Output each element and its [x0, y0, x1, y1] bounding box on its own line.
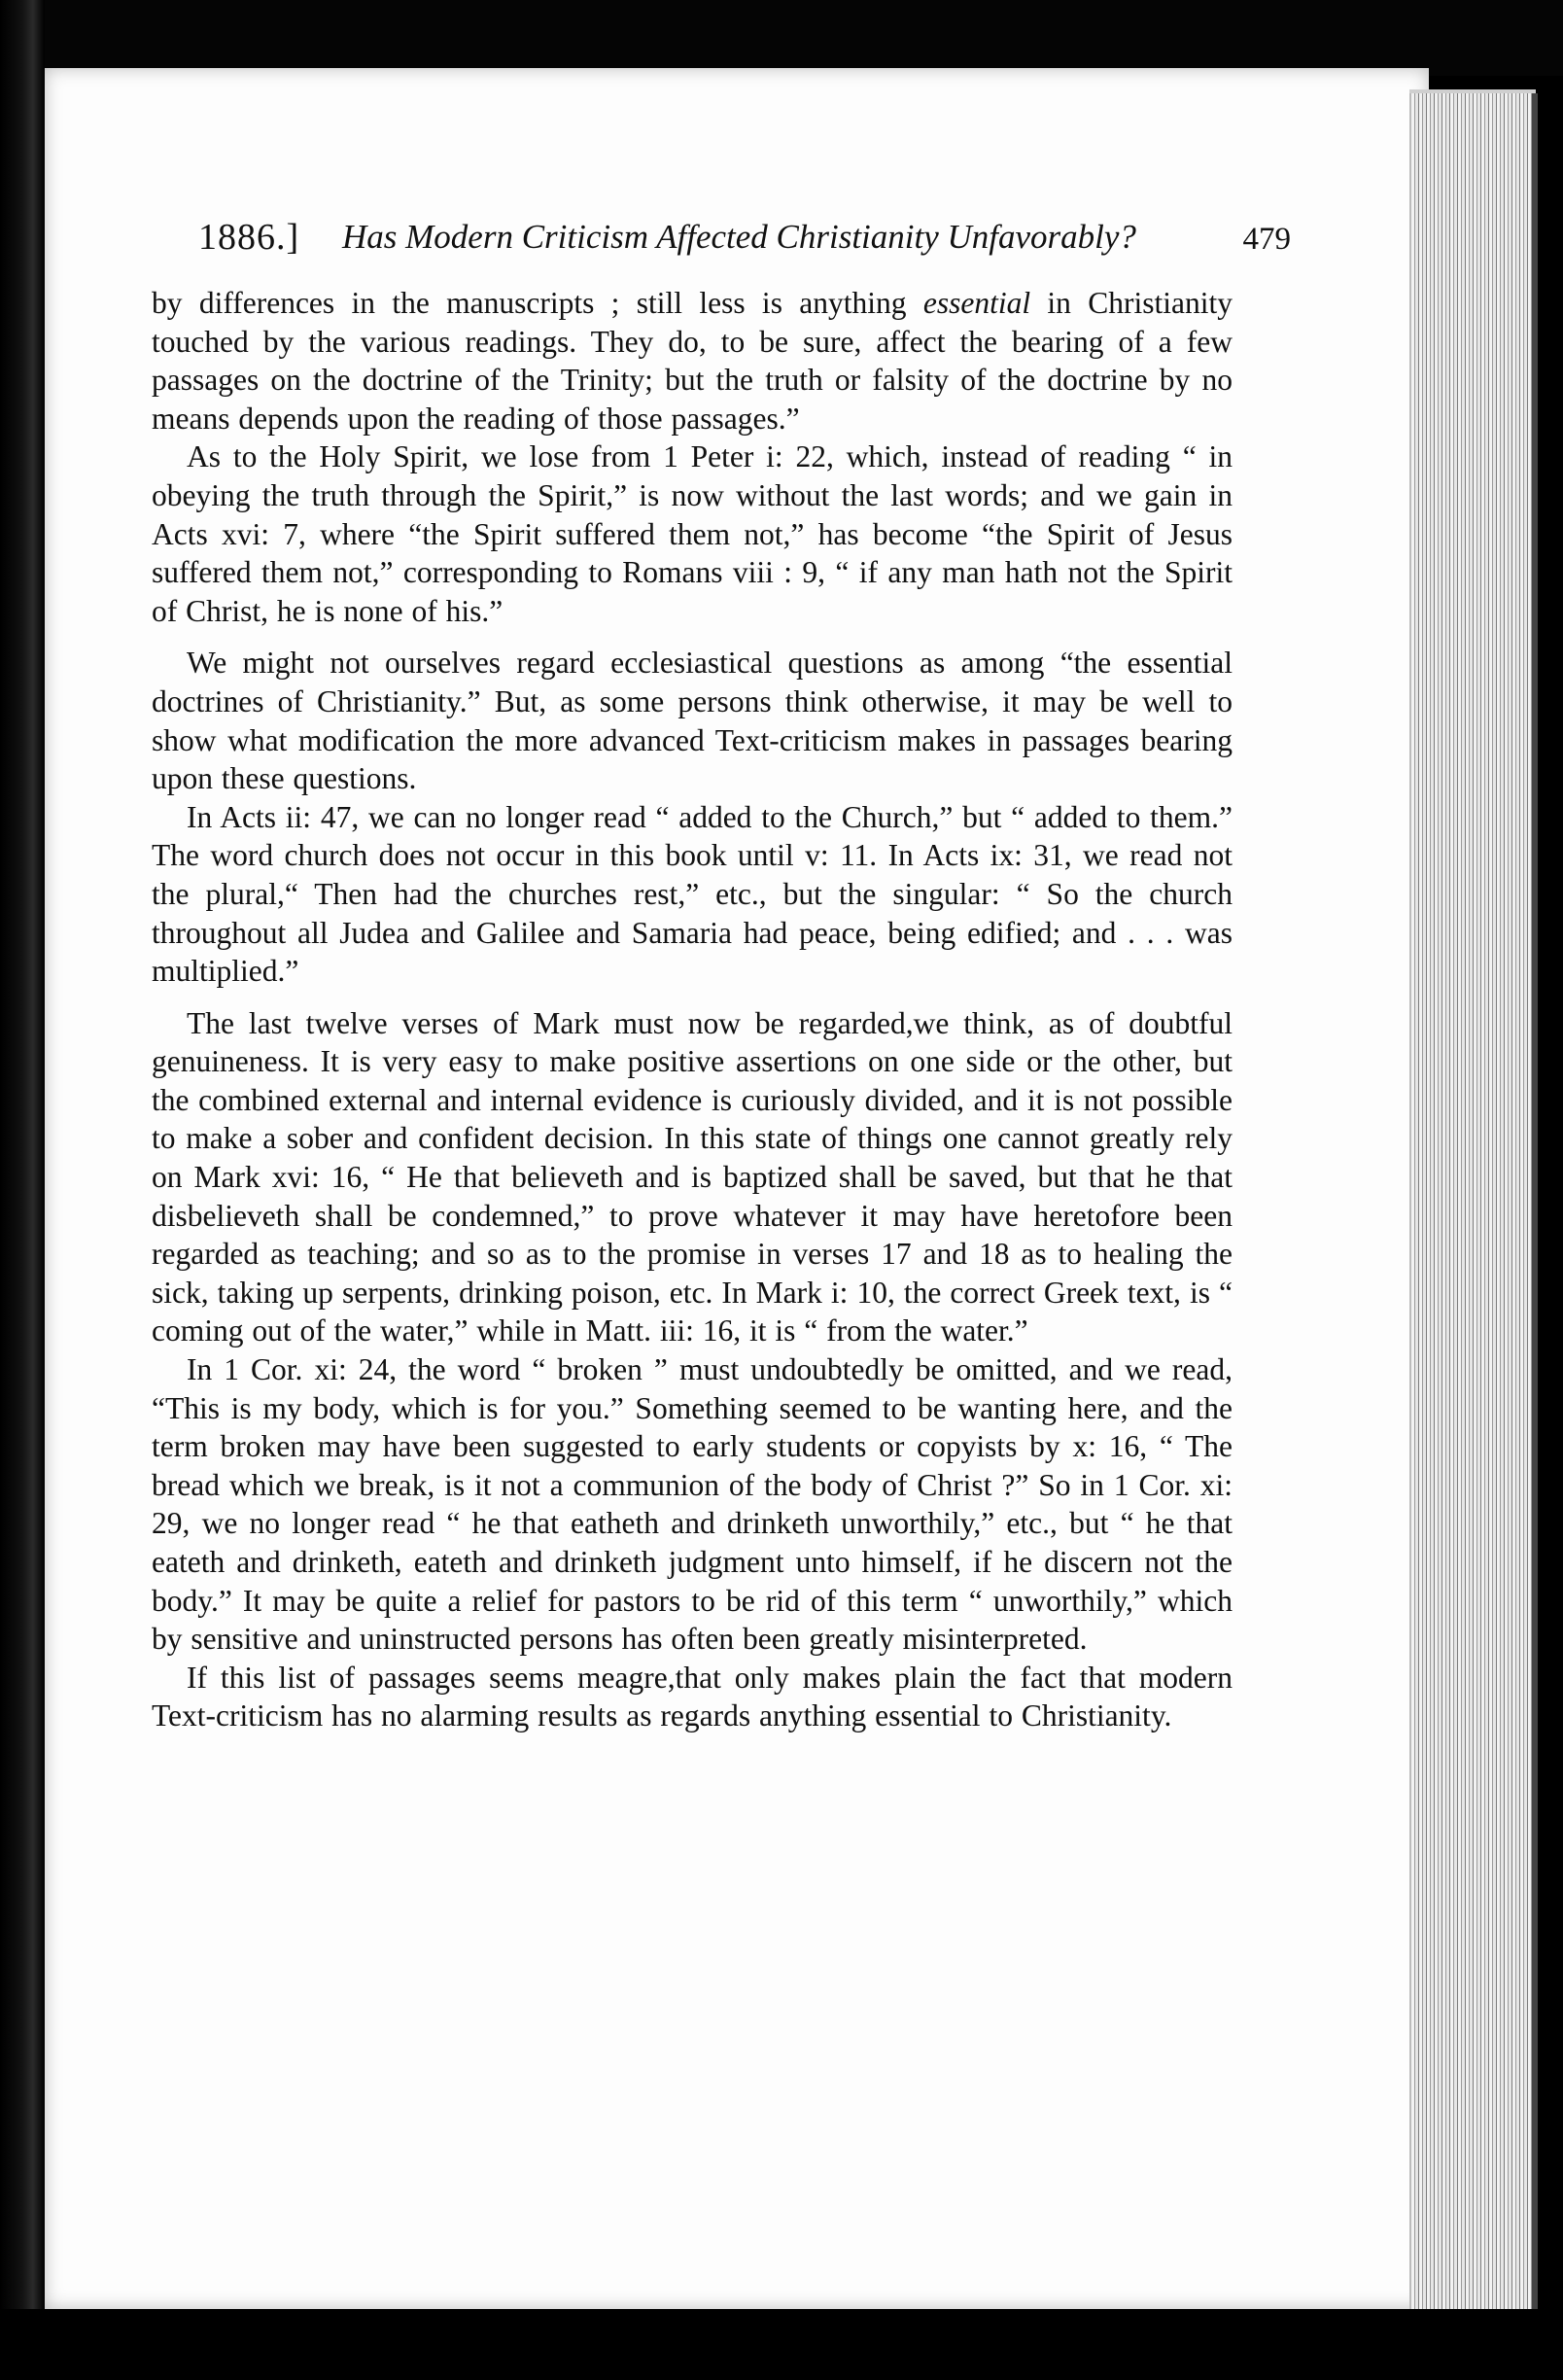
paragraph-1 [152, 284, 1233, 438]
paragraph-1-text-a: by differences in the manuscripts ; still less is anything [152, 286, 923, 320]
page-number: 479 [1242, 222, 1291, 257]
page-stack-edges [1409, 93, 1538, 2310]
paragraph-2: As to the Holy Spirit, we lose from 1 Peter i: 22, which, instead of reading “ in obeying the truth through the Spirit,” is now without the last words; and we gain in Acts xvi: 7, where “the Spirit suffered them not,” has become “the Spirit of Jesus suffered them not,” corresponding to Romans viii : 9, “ if any man hath not the Spirit of Christ, he is none of his.” [152, 439, 1233, 628]
paragraph-3: We might not ourselves regard ecclesiastical questions as among “the essential doctrines of Christianity.” But, as some persons think otherwise, it may be well to show what modification the more advanced Text-criticism makes in passages bearing upon these questions. [152, 646, 1233, 796]
paragraph-7: If this list of passages seems meagre,that only makes plain the fact that modern Text-criticism has no alarming results as regards anything essential to Christianity. [152, 1660, 1233, 1733]
header-year: 1886.] [198, 217, 300, 258]
paragraph-4: In Acts ii: 47, we can no longer read “ added to the Church,” but “ added to them.” The word church does not occur in this book until v: 11. In Acts ix: 31, we read not the plural,“ Then had the churches rest,” etc., but the singular: “ So the church throughout all Judea and Galilee and Samaria had peace, being edified; and . . . was multiplied.” [152, 799, 1233, 989]
paragraph-5: The last twelve verses of Mark must now be regarded,we think, as of doubtful genuineness. It is very easy to make positive assertions on one side or the other, but the combined external and internal evidence is curiously divided, and it is not possible to make a sober and confident decision. In this state of things one cannot greatly rely on Mark xvi: 16, “ He that believeth and is baptized shall be saved, but that he that disbelieveth shall be condemned,” to prove whatever it may have heretofore been regarded as teaching; and so as to the promise in verses 17 and 18 as to healing the sick, taking up serpents, drinking poison, etc. In Mark i: 10, the correct Greek text, is “ coming out of the water,” while in Matt. iii: 16, it is “ from the water.” [152, 1005, 1233, 1348]
emphasis-essential: essential [922, 286, 1031, 320]
paragraph-6: In 1 Cor. xi: 24, the word “ broken ” must undoubtedly be omitted, and we read, “This is my body, which is for you.” Something seemed to be wanting here, and the term broken may have been suggested to early students or copyists by x: 16, “ The bread which we break, is it not a communion of the body of Christ ?” So in 1 Cor. xi: 29, we no longer read “ he that eatheth and drinketh unworthily,” etc., but “ he that eateth and drinketh, eateth and drinketh judgment unto himself, if he discern not the body.” It may be quite a relief for pastors to be rid of this term “ unworthily,” which by sensitive and uninstructed persons has often been greatly misinterpreted. [152, 1352, 1233, 1657]
running-title: Has Modern Criticism Affected Christianity Unfavorably? [342, 218, 1136, 256]
scan-background-bottom [0, 2309, 1563, 2380]
body-text [152, 284, 1233, 1735]
paragraph-1-text-b: in Christianity touched by the various readings. They do, to be sure, affect the bearing of a few passages on the doctrine of the Trinity; but the truth or falsity of the doctrine by no means depends upon the reading of those passages.” [152, 286, 1233, 436]
running-header [198, 212, 1291, 270]
book-gutter-shadow [0, 0, 45, 2380]
scan-background-top [0, 0, 1563, 76]
